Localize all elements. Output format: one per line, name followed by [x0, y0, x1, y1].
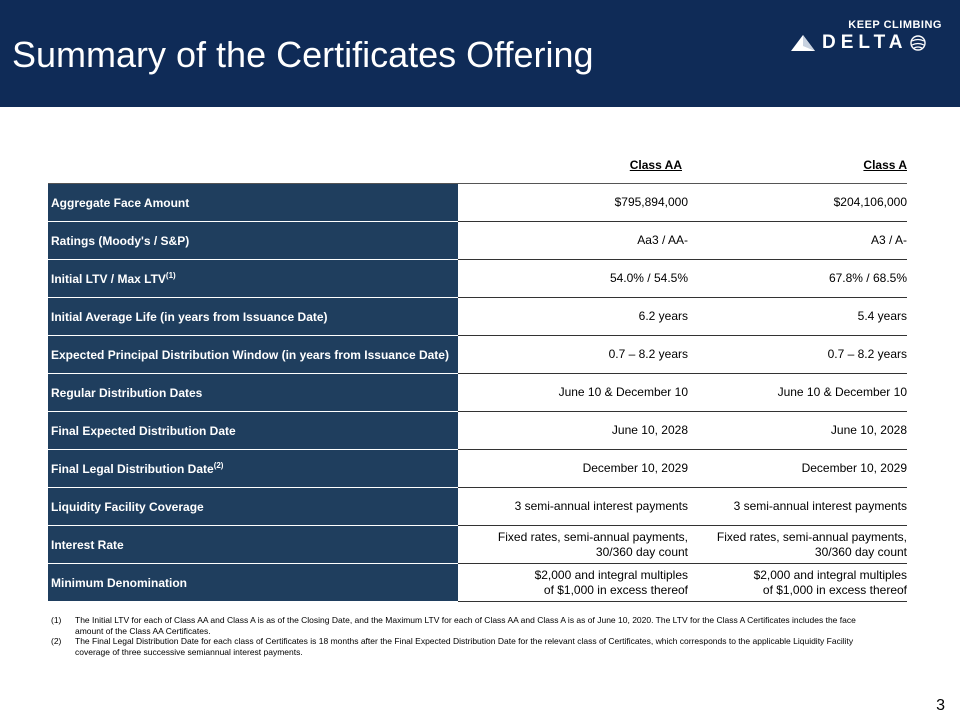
- skyteam-globe-icon: [910, 35, 926, 51]
- row-label-text: Expected Principal Distribution Window (in years from Issuance Date): [51, 347, 449, 362]
- row-label: [48, 298, 458, 336]
- footnotes: [51, 615, 881, 657]
- table-row: [48, 564, 907, 602]
- row-label-text: Aggregate Face Amount: [51, 195, 190, 210]
- footnote: [51, 636, 881, 657]
- class-aa-value: [458, 260, 688, 298]
- class-aa-value-line: of $1,000 in excess thereof: [543, 582, 688, 597]
- row-label: [48, 526, 458, 564]
- footnote-number: (2): [51, 636, 62, 646]
- row-label-text: Final Legal Distribution Date: [51, 462, 214, 476]
- certificates-table: [48, 184, 907, 602]
- class-a-value-line: June 10 & December 10: [777, 385, 907, 399]
- class-aa-value-line: 54.0% / 54.5%: [609, 271, 688, 285]
- row-label: [48, 184, 458, 222]
- row-label-text: Interest Rate: [51, 537, 124, 552]
- class-aa-value-line: June 10, 2028: [611, 423, 688, 437]
- row-label: [48, 564, 458, 602]
- class-aa-value: [458, 222, 688, 260]
- table-row: [48, 374, 907, 412]
- class-a-value-line: 0.7 – 8.2 years: [827, 347, 907, 361]
- column-header-class-a: Class A: [863, 158, 907, 172]
- class-a-value: [688, 412, 907, 450]
- table-row: [48, 298, 907, 336]
- class-a-value: [688, 374, 907, 412]
- column-header-class-aa: Class AA: [629, 158, 682, 172]
- class-a-value-line: December 10, 2029: [801, 461, 907, 475]
- class-a-value-line: of $1,000 in excess thereof: [762, 582, 907, 597]
- class-aa-value: [458, 488, 688, 526]
- tagline: KEEP CLIMBING: [848, 19, 942, 31]
- footnote: [51, 615, 881, 636]
- table-row: [48, 412, 907, 450]
- table-row: [48, 488, 907, 526]
- row-label: [48, 488, 458, 526]
- class-aa-value-line: $2,000 and integral multiples: [534, 567, 688, 582]
- class-a-value-line: A3 / A-: [870, 233, 907, 247]
- footnote-text: The Final Legal Distribution Date for each class of Certificates is 18 months after the Final Expected Distribution Date for the relevant class of Certificates, which corresponds to the applicable Liquidity Facility coverage of three successive semiannual interest payments.: [75, 636, 854, 657]
- page-number: 3: [936, 697, 945, 714]
- row-label-text: Initial LTV / Max LTV: [51, 272, 166, 286]
- footnote-marker: (2): [213, 461, 224, 470]
- table-row: [48, 260, 907, 298]
- class-a-value: [688, 526, 907, 564]
- class-aa-value-line: 0.7 – 8.2 years: [608, 347, 688, 361]
- row-label-text: Ratings (Moody's / S&P): [51, 233, 190, 248]
- class-a-value: [688, 450, 907, 488]
- class-a-value: [688, 298, 907, 336]
- footnote-number: (1): [51, 615, 62, 625]
- class-aa-value: [458, 412, 688, 450]
- logo-text: DELTA: [822, 32, 908, 53]
- row-label-text: Minimum Denomination: [51, 575, 187, 590]
- header-banner: [0, 0, 960, 107]
- class-a-value: [688, 564, 907, 602]
- class-aa-value: [458, 298, 688, 336]
- class-a-value-line: 67.8% / 68.5%: [828, 271, 907, 285]
- row-label: [48, 450, 458, 488]
- class-a-value-line: June 10, 2028: [830, 423, 907, 437]
- class-aa-value: [458, 184, 688, 222]
- class-aa-value-line: Aa3 / AA-: [637, 233, 688, 247]
- class-aa-value: [458, 450, 688, 488]
- delta-widget-icon: [790, 34, 816, 52]
- table-row: [48, 184, 907, 222]
- class-aa-value-line: December 10, 2029: [582, 461, 688, 475]
- class-aa-value: [458, 526, 688, 564]
- footnote-marker: (1): [165, 271, 176, 280]
- row-label-text: Final Expected Distribution Date: [51, 423, 236, 438]
- row-label: [48, 260, 458, 298]
- row-label: [48, 222, 458, 260]
- row-label: [48, 374, 458, 412]
- class-aa-value-line: Fixed rates, semi-annual payments,: [497, 529, 688, 544]
- class-a-value: [688, 488, 907, 526]
- class-aa-value-line: 3 semi-annual interest payments: [514, 499, 688, 513]
- class-aa-value: [458, 374, 688, 412]
- class-aa-value-line: $795,894,000: [614, 195, 688, 209]
- footnote-text: The Initial LTV for each of Class AA and Class A is as of the Closing Date, and the Maximum LTV for each of Class AA and Class A is as of June 10, 2020. The LTV for the Class A Certificates includes the face amount of the Class AA Certificates.: [75, 615, 856, 636]
- table-row: [48, 526, 907, 564]
- row-label-text: Regular Distribution Dates: [51, 385, 203, 400]
- class-aa-value-line: 6.2 years: [638, 309, 688, 323]
- row-label-text: Initial Average Life (in years from Issuance Date): [51, 309, 328, 324]
- page-title: Summary of the Certificates Offering: [12, 34, 594, 75]
- class-a-value: [688, 222, 907, 260]
- table-row: [48, 336, 907, 374]
- class-a-value-line: 30/360 day count: [814, 544, 907, 559]
- row-label: [48, 412, 458, 450]
- class-aa-value: [458, 564, 688, 602]
- class-aa-value-line: 30/360 day count: [595, 544, 688, 559]
- class-a-value-line: $204,106,000: [833, 195, 907, 209]
- class-aa-value: [458, 336, 688, 374]
- class-a-value-line: $2,000 and integral multiples: [753, 567, 907, 582]
- class-a-value-line: 3 semi-annual interest payments: [733, 499, 907, 513]
- class-a-value: [688, 336, 907, 374]
- table-row: [48, 222, 907, 260]
- row-label: [48, 336, 458, 374]
- delta-logo: [790, 32, 940, 54]
- row-label-text: Liquidity Facility Coverage: [51, 499, 204, 514]
- class-aa-value-line: June 10 & December 10: [558, 385, 688, 399]
- table-row: [48, 450, 907, 488]
- class-a-value-line: Fixed rates, semi-annual payments,: [716, 529, 907, 544]
- class-a-value-line: 5.4 years: [857, 309, 907, 323]
- class-a-value: [688, 184, 907, 222]
- class-a-value: [688, 260, 907, 298]
